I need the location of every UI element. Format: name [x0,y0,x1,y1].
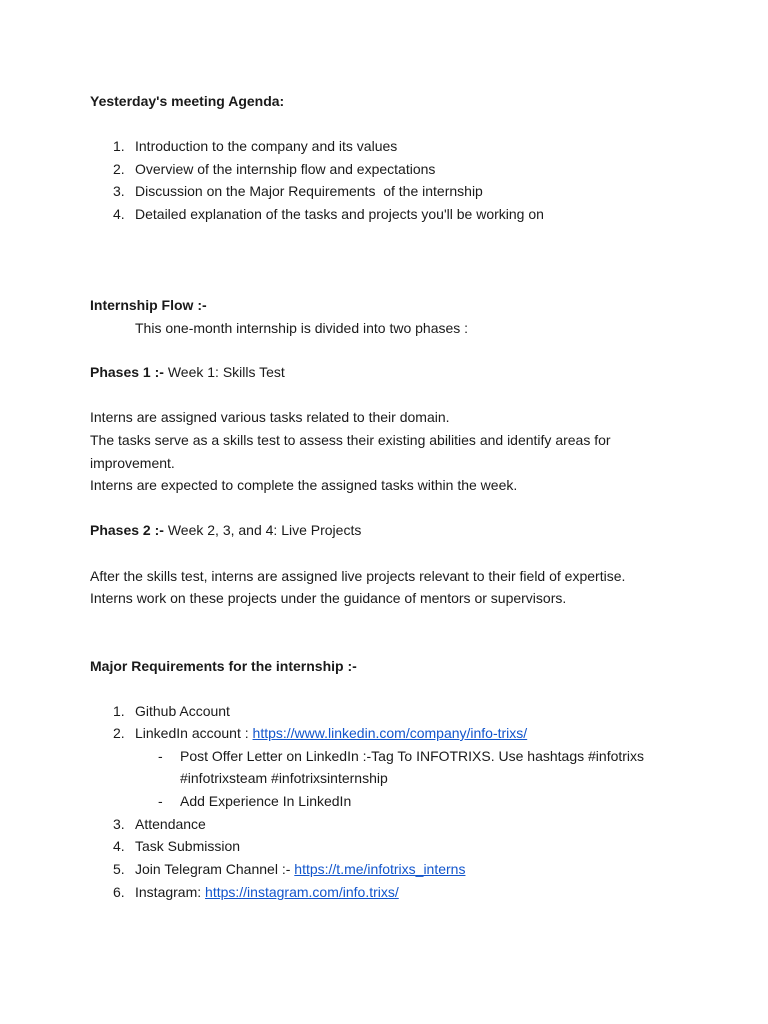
linkedin-label: LinkedIn account : [135,725,253,741]
list-item: Detailed explanation of the tasks and projects you'll be working on [135,206,544,222]
phase2-label: Phases 2 :- [90,522,164,538]
list-item: Github Account [135,703,230,719]
phase1-title: Week 1: Skills Test [163,364,285,380]
list-number: 1. [113,138,125,154]
list-item: Overview of the internship flow and expectations [135,161,436,177]
phase2-title: Week 2, 3, and 4: Live Projects [163,522,362,538]
phase1-line: The tasks serve as a skills test to assess their existing abilities and identify areas for [90,432,611,448]
list-item [135,860,465,878]
phase1-line: improvement. [90,455,175,471]
telegram-link[interactable]: https://t.me/infotrixs_interns [294,861,466,877]
instagram-link[interactable]: https://instagram.com/info.trixs/ [205,884,399,900]
flow-intro: This one-month internship is divided into two phases : [135,320,469,336]
phase2-heading [90,521,361,539]
list-item [135,883,399,901]
list-item: Discussion on the Major Requirements of the internship [135,183,483,199]
instagram-label: Instagram: [135,884,206,900]
flow-heading: Internship Flow :- [90,297,207,313]
sub-list-dash: - [158,793,163,809]
list-number: 1. [113,703,125,719]
sub-list-item: Add Experience In LinkedIn [180,793,352,809]
list-number: 2. [113,161,125,177]
agenda-heading: Yesterday's meeting Agenda: [90,93,285,109]
phase2-line: After the skills test, interns are assigned live projects relevant to their field of expertise. [90,568,626,584]
list-number: 6. [113,884,125,900]
telegram-label: Join Telegram Channel :- [135,861,295,877]
list-item: Introduction to the company and its values [135,138,398,154]
list-item: Task Submission [135,838,241,854]
phase1-line: Interns are expected to complete the assigned tasks within the week. [90,477,518,493]
phase1-line: Interns are assigned various tasks related to their domain. [90,409,450,425]
linkedin-link[interactable]: https://www.linkedin.com/company/info-trixs/ [252,725,528,741]
list-number: 4. [113,206,125,222]
sub-list-dash: - [158,748,163,764]
sub-list-item: Post Offer Letter on LinkedIn :-Tag To INFOTRIXS. Use hashtags #infotrixs [180,748,645,764]
list-number: 4. [113,838,125,854]
requirements-heading: Major Requirements for the internship :- [90,658,357,674]
list-number: 3. [113,816,125,832]
list-item: Attendance [135,816,206,832]
list-number: 2. [113,725,125,741]
phase1-label: Phases 1 :- [90,364,164,380]
list-item [135,724,527,742]
list-number: 3. [113,183,125,199]
phase1-heading [90,363,285,381]
sub-list-item-continued: #infotrixsteam #infotrixsinternship [180,770,388,786]
phase2-line: Interns work on these projects under the guidance of mentors or supervisors. [90,590,567,606]
list-number: 5. [113,861,125,877]
